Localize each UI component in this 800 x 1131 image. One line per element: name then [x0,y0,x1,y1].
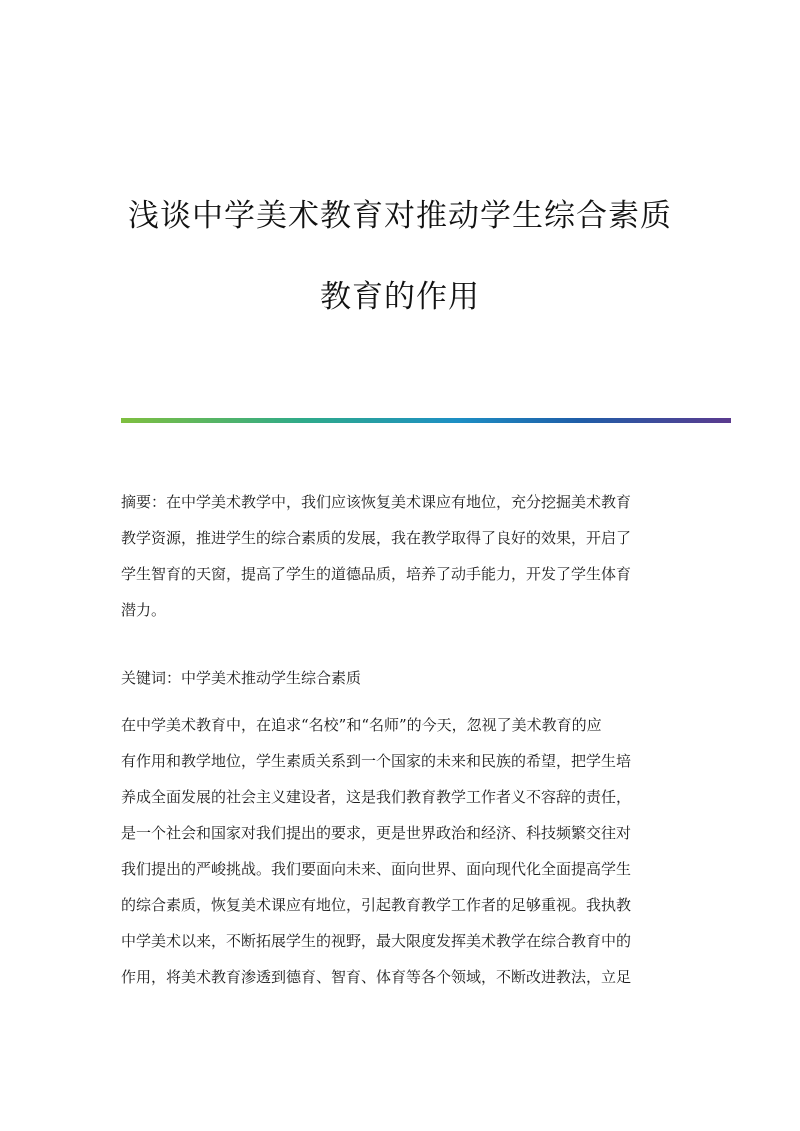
keywords-line: 关键词：中学美术推动学生综合素质 [121,669,362,687]
abstract-line: 教学资源，推进学生的综合素质的发展，我在教学取得了良好的效果，开启了 [121,529,632,547]
body-line: 是一个社会和国家对我们提出的要求，更是世界政治和经济、科技频繁交往对 [121,824,632,842]
body-line: 的综合素质，恢复美术课应有地位，引起教育教学工作者的足够重视。我执教 [121,896,632,914]
title-divider [121,418,731,423]
body-line: 作用，将美术教育渗透到德育、智育、体育等各个领域，不断改进教法，立足 [121,968,632,986]
abstract-line: 摘要：在中学美术教学中，我们应该恢复美术课应有地位，充分挖掘美术教育 [121,493,632,511]
body-line: 在中学美术教育中，在追求“名校”和“名师”的今天，忽视了美术教育的应 [121,716,602,734]
body-line: 养成全面发展的社会主义建设者，这是我们教育教学工作者义不容辞的责任， [121,788,632,806]
abstract-line: 潜力。 [121,601,167,619]
document-title-line-1: 浅谈中学美术教育对推动学生综合素质 [128,198,672,234]
abstract-line: 学生智育的天窗，提高了学生的道德品质，培养了动手能力，开发了学生体育 [121,565,632,583]
document-title-line-2: 教育的作用 [320,279,480,315]
body-line: 我们提出的严峻挑战。我们要面向未来、面向世界、面向现代化全面提高学生 [121,860,632,878]
body-line: 中学美术以来，不断拓展学生的视野，最大限度发挥美术教学在综合教育中的 [121,932,632,950]
body-line: 有作用和教学地位，学生素质关系到一个国家的未来和民族的希望，把学生培 [121,752,632,770]
